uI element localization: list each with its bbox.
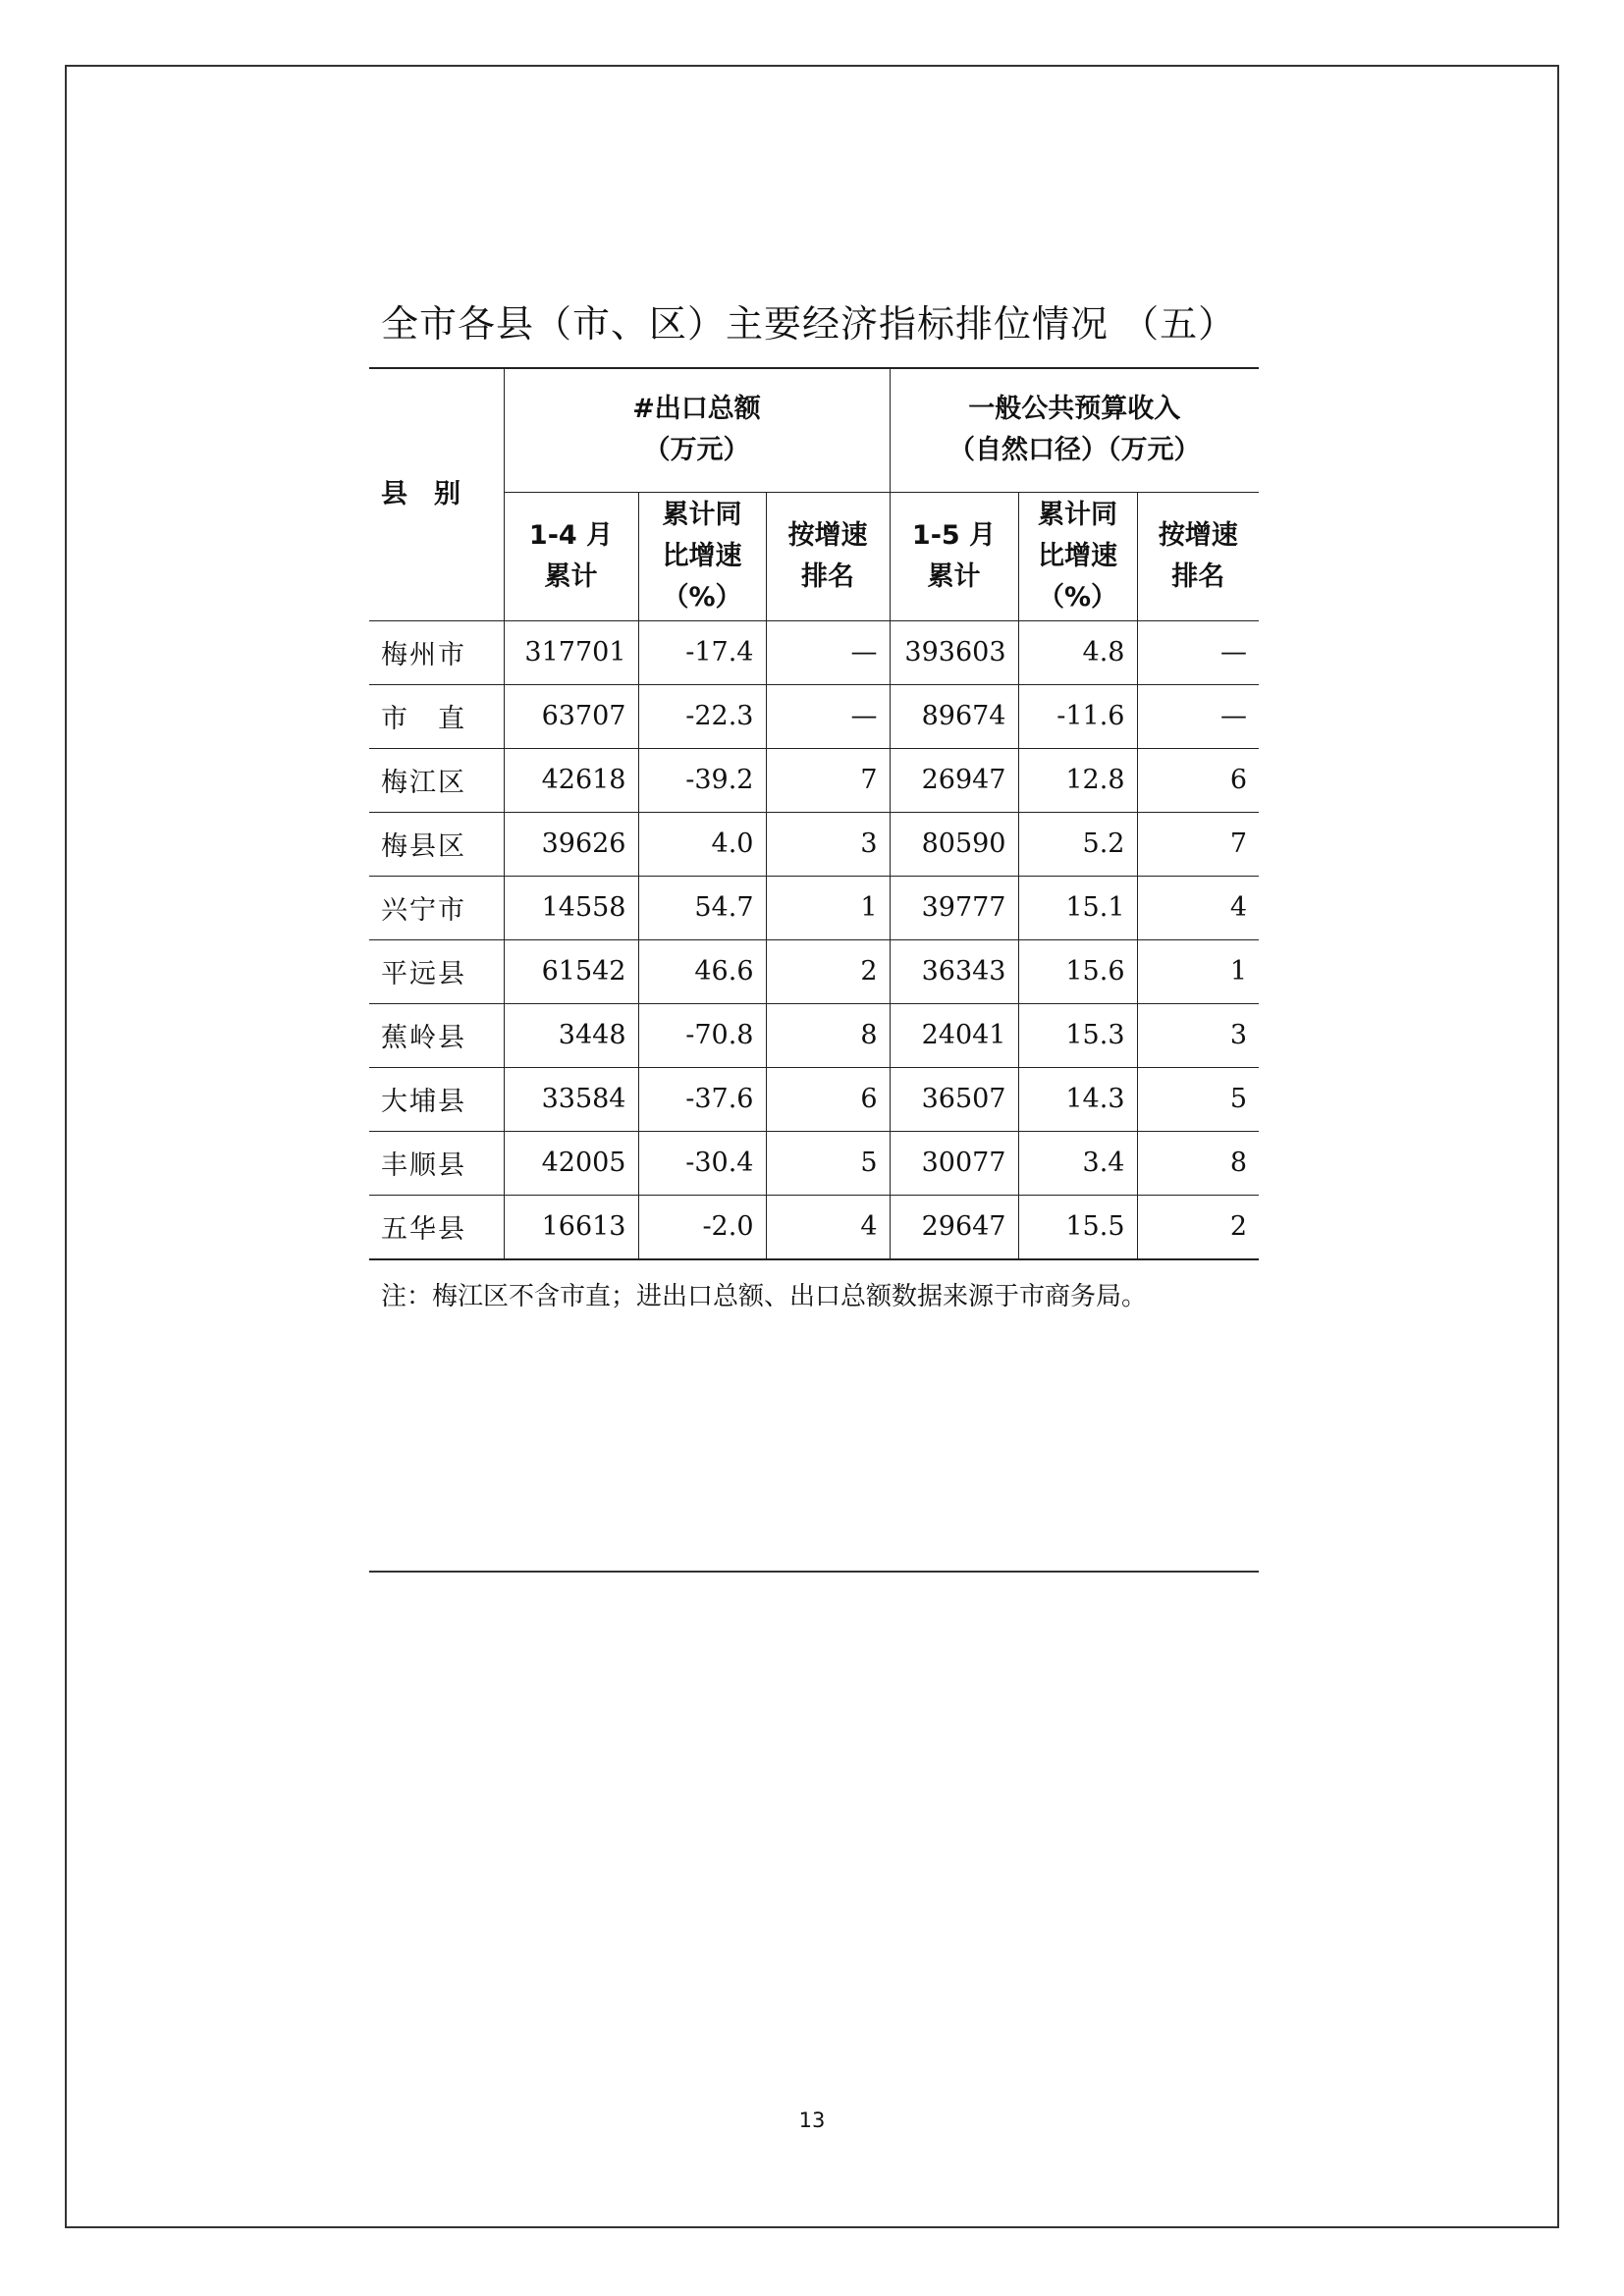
header-line: 排名 [801, 561, 854, 592]
export-rank: 8 [766, 1003, 890, 1067]
export-growth: -70.8 [638, 1003, 766, 1067]
export-rank: 4 [766, 1195, 890, 1259]
header-line: 累计 [544, 561, 598, 592]
budget-rank: 4 [1137, 876, 1259, 939]
export-total: 42618 [504, 748, 638, 812]
county-name: 梅江区 [369, 748, 504, 812]
budget-group-header [890, 368, 1259, 492]
budget-total: 36507 [890, 1067, 1018, 1131]
budget-rank: 3 [1137, 1003, 1259, 1067]
table-row [369, 1131, 1259, 1195]
export-total: 42005 [504, 1131, 638, 1195]
budget-total: 24041 [890, 1003, 1018, 1067]
export-total: 3448 [504, 1003, 638, 1067]
budget-total: 36343 [890, 939, 1018, 1003]
export-growth: -2.0 [638, 1195, 766, 1259]
county-name: 五华县 [369, 1195, 504, 1259]
table-row [369, 748, 1259, 812]
table-footnote: 注：梅江区不含市直；进出口总额、出口总额数据来源于市商务局。 [381, 1282, 1148, 1311]
header-line: 1-4 月 [528, 519, 614, 551]
header-line: 比增速 [662, 540, 742, 571]
budget-growth: 15.6 [1018, 939, 1137, 1003]
budget-rank: 1 [1137, 939, 1259, 1003]
header-line: 按增速 [787, 519, 868, 551]
county-name: 梅州市 [369, 620, 504, 684]
county-name: 兴宁市 [369, 876, 504, 939]
indicator-table [369, 367, 1259, 1260]
budget-total: 393603 [890, 620, 1018, 684]
header-line: 按增速 [1158, 519, 1238, 551]
budget-rank: — [1137, 684, 1259, 748]
table-row [369, 620, 1259, 684]
budget-rank-header [1137, 492, 1259, 620]
export-growth: 46.6 [638, 939, 766, 1003]
header-line: 比增速 [1038, 540, 1117, 571]
budget-rank: 5 [1137, 1067, 1259, 1131]
county-name: 平远县 [369, 939, 504, 1003]
budget-growth: 15.5 [1018, 1195, 1137, 1259]
export-rank: — [766, 684, 890, 748]
export-growth-header [638, 492, 766, 620]
export-group-header [504, 368, 890, 492]
export-total: 16613 [504, 1195, 638, 1259]
county-name: 蕉岭县 [369, 1003, 504, 1067]
export-growth: -22.3 [638, 684, 766, 748]
export-rank: 6 [766, 1067, 890, 1131]
header-line: 1-5 月 [911, 519, 997, 551]
budget-growth: 5.2 [1018, 812, 1137, 876]
header-line: 累计 [927, 561, 981, 592]
budget-growth: 14.3 [1018, 1067, 1137, 1131]
export-growth: -17.4 [638, 620, 766, 684]
header-line: 累计同 [662, 499, 742, 530]
table-row [369, 1067, 1259, 1131]
export-rank: — [766, 620, 890, 684]
export-group-unit: （万元） [643, 435, 750, 466]
budget-growth: -11.6 [1018, 684, 1137, 748]
county-name: 丰顺县 [369, 1131, 504, 1195]
budget-growth: 12.8 [1018, 748, 1137, 812]
county-name: 梅县区 [369, 812, 504, 876]
county-column-header: 县 别 [369, 368, 504, 620]
county-name: 大埔县 [369, 1067, 504, 1131]
export-total: 63707 [504, 684, 638, 748]
budget-growth-header [1018, 492, 1137, 620]
export-cumulative-header [504, 492, 638, 620]
page-title: 全市各县（市、区）主要经济指标排位情况 （五） [381, 302, 1237, 346]
budget-total: 89674 [890, 684, 1018, 748]
budget-rank: 2 [1137, 1195, 1259, 1259]
county-name: 市 直 [369, 684, 504, 748]
budget-group-unit: （自然口径）（万元） [948, 435, 1201, 466]
budget-total: 29647 [890, 1195, 1018, 1259]
header-line: （%） [1037, 581, 1118, 613]
export-rank: 2 [766, 939, 890, 1003]
export-rank: 3 [766, 812, 890, 876]
page-number: 13 [798, 2109, 826, 2132]
export-growth: -39.2 [638, 748, 766, 812]
budget-total: 30077 [890, 1131, 1018, 1195]
budget-total: 39777 [890, 876, 1018, 939]
budget-growth: 4.8 [1018, 620, 1137, 684]
table-row [369, 812, 1259, 876]
export-rank: 1 [766, 876, 890, 939]
budget-group-title: 一般公共预算收入 [968, 394, 1181, 425]
export-rank: 7 [766, 748, 890, 812]
export-total: 33584 [504, 1067, 638, 1131]
export-total: 14558 [504, 876, 638, 939]
table-row [369, 876, 1259, 939]
export-growth: -30.4 [638, 1131, 766, 1195]
footer-divider [369, 1571, 1259, 1573]
budget-cumulative-header [890, 492, 1018, 620]
table-row [369, 1195, 1259, 1259]
header-line: 累计同 [1038, 499, 1117, 530]
header-line: 排名 [1171, 561, 1225, 592]
budget-rank: 6 [1137, 748, 1259, 812]
export-growth: -37.6 [638, 1067, 766, 1131]
table-row [369, 939, 1259, 1003]
budget-rank: — [1137, 620, 1259, 684]
header-line: （%） [662, 581, 742, 613]
export-total: 39626 [504, 812, 638, 876]
budget-growth: 3.4 [1018, 1131, 1137, 1195]
export-rank: 5 [766, 1131, 890, 1195]
budget-growth: 15.3 [1018, 1003, 1137, 1067]
export-growth: 4.0 [638, 812, 766, 876]
export-total: 317701 [504, 620, 638, 684]
table-row [369, 684, 1259, 748]
export-rank-header [766, 492, 890, 620]
export-group-title: #出口总额 [632, 394, 761, 425]
budget-total: 80590 [890, 812, 1018, 876]
table-row [369, 1003, 1259, 1067]
export-total: 61542 [504, 939, 638, 1003]
budget-total: 26947 [890, 748, 1018, 812]
budget-rank: 8 [1137, 1131, 1259, 1195]
export-growth: 54.7 [638, 876, 766, 939]
budget-growth: 15.1 [1018, 876, 1137, 939]
budget-rank: 7 [1137, 812, 1259, 876]
